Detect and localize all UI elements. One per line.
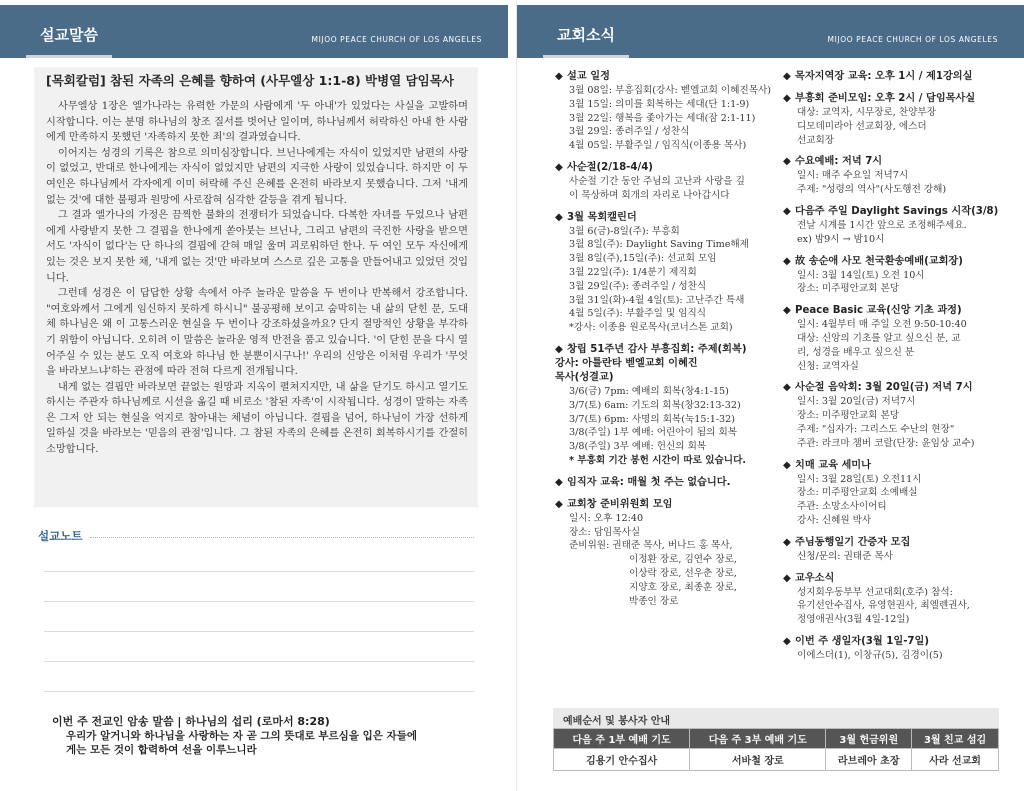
diamond-bullet-icon: ◆ [783, 156, 791, 168]
diamond-bullet-icon: ◆ [783, 255, 791, 267]
news-item-line: 3/8(주일) 1부 예배: 어린아이 됨의 회복 [569, 427, 737, 439]
news-item [783, 304, 999, 373]
news-item-line: 주관: 소망소사이어티 [797, 501, 887, 513]
sermon-tab: 설교말씀 [26, 12, 112, 58]
news-item-heading [783, 635, 999, 649]
news-item [783, 635, 999, 663]
news-item-heading [555, 211, 780, 225]
news-item-line: 3월 8일(주): Daylight Saving Time해제 [569, 239, 749, 251]
news-item-line: 3/8(주일) 3부 예배: 헌신의 회복 [569, 441, 707, 453]
sermon-body [46, 99, 468, 458]
news-item-line: 이에스더(1), 이창규(5), 김경이(5) [797, 649, 943, 661]
schedule-header: 다음 주 1부 예배 기도 [554, 729, 690, 749]
diamond-bullet-icon: ◆ [783, 635, 791, 647]
news-item-line: 주제: "십자가: 그리스도 수난의 현장" [797, 423, 955, 435]
note-line [44, 601, 474, 602]
news-item [783, 255, 999, 297]
diamond-bullet-icon: ◆ [783, 305, 791, 317]
memory-verse-line: 우리가 알거니와 하나님을 사랑하는 자 곧 그의 뜻대로 부르심을 입은 자들에 [66, 730, 417, 742]
news-item [555, 343, 780, 468]
diamond-bullet-icon: ◆ [555, 71, 563, 82]
sermon-page [0, 0, 508, 791]
news-item [783, 459, 999, 528]
news-item-line: 신청: 교역자실 [797, 360, 859, 372]
note-line [44, 631, 474, 632]
schedule-cell: 김용기 안수집사 [554, 749, 690, 771]
news-column-left [555, 70, 780, 616]
news-item-line: 지양호 장로, 최종훈 장로, [629, 581, 737, 593]
news-item-line: 선교회장 [797, 134, 835, 146]
sermon-paragraph: 사무엘상 1장은 엘가나라는 유력한 가문의 사람에게 '두 아내'가 있었다는 사실을 고발하며 시작합니다. 이는 분명 하나님의 창조 질서를 벗어난 일이며, 하나님께서 허락하신 아내 한 사람에게 만족하지 못했던 '자족하지 못한 죄'의 결과였습니다. [46, 101, 468, 144]
news-item-line: 사순절 기간 동안 주님의 고난과 사랑을 깊 [569, 175, 745, 187]
news-item-title: 치매 교육 세미나 [795, 459, 871, 471]
news-item-line: 3월 8일(주),15일(주): 선교회 모임 [569, 253, 717, 265]
news-item [783, 92, 999, 147]
news-item-line: 주제: "성령의 역사"(사도행전 강해) [797, 184, 947, 196]
sermon-title: [목회칼럼] 참된 자족의 은혜를 향하여 (사무엘상 1:1-8) 박병열 담임목사 [46, 73, 454, 88]
church-name: MIJOO PEACE CHURCH OF LOS ANGELES [827, 35, 998, 44]
notes-title: 설교노트 [38, 529, 83, 543]
news-item-heading [783, 572, 999, 586]
sermon-header [0, 5, 508, 58]
sermon-paragraph: 내게 없는 결핍만 바라보면 끝없는 원망과 지옥이 펼쳐지지만, 내 삶을 닫기도 하시고 열기도 하시는 주관자 하나님께로 시선을 옮길 때 비로소 '참된 자족'이 시작됩니다. 성경이 말하는 자족은 그저 안 되는 현실을 억지로 참아내는 체념이 아닙니다. 결핍을 넘어, 하나님이 가장 선하게 일하실 것을 바라보는 '믿음의 관점'입니다. 그 참된 자족의 은혜를 온전히 회복하시기를 간절히 소망합니다. [46, 381, 468, 456]
news-item-heading [555, 343, 780, 357]
schedule-header: 3월 헌금위원 [826, 729, 912, 749]
news-item-line: 3월 22일: 행복을 좇아가는 세대(잠 2:1-11) [569, 112, 756, 124]
sermon-column [34, 67, 478, 507]
notes-divider [90, 537, 474, 538]
news-item-line: 대상: 교역자, 시무장로, 찬양부장 [797, 107, 936, 118]
news-item-line: 장소: 담임목사실 [569, 526, 641, 538]
memory-verse-line: 게는 모든 것이 합력하여 선을 이루느니라 [66, 744, 257, 756]
news-item-heading [555, 70, 780, 84]
schedule-table [553, 728, 999, 771]
news-item-heading [783, 155, 999, 169]
schedule-cell: 라브레아 초장 [826, 749, 912, 771]
news-item-line: 이정환 장로, 김연수 장로, [629, 554, 737, 566]
news-item-title: 임직자 교육: 매월 첫 주는 없습니다. [567, 476, 731, 488]
schedule-cell: 사라 선교회 [912, 749, 999, 771]
news-item-line: 장소: 미주평안교회 본당 [797, 410, 900, 422]
news-item-line: 일시: 4월부터 매 주일 오전 9:50-10:40 [797, 319, 967, 331]
diamond-bullet-icon: ◆ [783, 205, 791, 217]
news-item [555, 161, 780, 203]
news-item-line: 일시: 오후 12:40 [569, 512, 644, 524]
note-line [44, 661, 474, 662]
schedule-header: 3월 친교 섬김 [912, 729, 999, 749]
news-item-heading [783, 304, 999, 318]
news-item-line: 디모데미라아 선교회장, 에스더 [797, 120, 927, 132]
news-item-line: *강사: 이종용 원로목사(코너스톤 교회) [569, 322, 733, 334]
news-item-line: 3월 31일(화)-4월 4일(토): 고난주간 특새 [569, 294, 745, 306]
news-item-line: 3/7(토) 6pm: 사명의 회복(눅15:1-32) [569, 413, 736, 425]
news-item-line: 이 묵상하며 회개의 자리로 나아갑시다 [569, 189, 730, 201]
news-tab: 교회소식 [543, 12, 629, 58]
news-item-line: 유기선안수집사, 유영현권사, 최엘렌권사, [797, 600, 970, 612]
news-item-title: 주님동행일기 간증자 모집 [795, 536, 911, 548]
news-item-heading [783, 205, 999, 219]
news-item-heading [783, 381, 999, 395]
sermon-paragraph: 그런데 성경은 이 답답한 상황 속에서 아주 놀라운 말씀을 두 번이나 반복해서 강조합니다. "여호와께서 그에게 임신하지 못하게 하시니" 불공평해 보이고 숨막히는 내 삶의 닫힌 문, 도대체 하나님은 왜 이 고통스러운 현실을 두 번이나 강조하셨을까요? 단지 절망적인 상황을 부각하기 위함이 아닙니다. 오히려 이 말씀은 놀라운 영적 반전을 품고 있습니다. '이 닫힌 문을 다시 열어주실 수 있는 분도 오직 여호와 하나님 한 분뿐이시구나!' 우리의 신앙은 이처럼 우리가 '무엇을 바라보느냐'하는 관점에 따라 전혀 다르게 전개됩니다. [46, 288, 468, 378]
news-item-line: 대상: 신앙의 기초를 알고 싶으신 분, 교 [797, 332, 961, 344]
news-item-line: 정영애권사(3월 4일-12일) [797, 614, 910, 626]
news-item-line: 3월 08일: 부흥집회(강사: 벧엘교회 이혜진목사) [569, 85, 772, 96]
diamond-bullet-icon: ◆ [555, 498, 563, 510]
news-item [783, 205, 999, 247]
news-item [783, 572, 999, 627]
diamond-bullet-icon: ◆ [555, 161, 563, 173]
diamond-bullet-icon: ◆ [783, 382, 791, 394]
news-item-heading [783, 92, 999, 106]
news-item-line: 4월 05일: 부활주일 / 임직식(이종용 목사) [569, 140, 747, 152]
news-item-line: 3월 29일(주): 종려주일 / 성찬식 [569, 280, 707, 292]
news-item-line: 4월 5일(주): 부활주일 및 임직식 [569, 308, 707, 320]
news-page [516, 0, 1024, 791]
news-item-line: 신청/문의: 권태준 목사 [797, 550, 893, 562]
memory-verse-heading: 이번 주 전교인 암송 말씀 | 하나님의 섭리 (로마서 8:28) [52, 715, 330, 728]
news-item-title: 다음주 주일 Daylight Savings 시작(3/8) [795, 205, 999, 217]
news-item-line: 3월 29일: 종려주일 / 성찬식 [569, 126, 690, 138]
news-item-title: 이번 주 생일자(3월 1일-7일) [795, 635, 930, 647]
news-item-heading [555, 161, 780, 175]
news-item-line: 일시: 3월 14일(토) 오전 10시 [797, 269, 925, 281]
news-item [555, 498, 780, 609]
sermon-paragraph: 이어지는 성경의 기록은 참으로 의미심장합니다. 브닌나에게는 자식이 있었지만 남편의 사랑이 없었고, 반대로 한나에게는 자식이 없었지만 남편의 지극한 사랑이 있었습니다. 하지만 이 두 여인은 하나님께서 각자에게 이미 허락해 주신 은혜를 온전히 바라보지 못했습니다. 그저 '내게 없는 것'에 대한 불평과 원망에 사로잡혀 심각한 갈등을 겪게 됩니다. [46, 147, 468, 206]
diamond-bullet-icon: ◆ [783, 71, 791, 82]
news-item [783, 536, 999, 564]
news-item-note: * 부흥회 기간 봉헌 시간이 따로 있습니다. [569, 454, 746, 466]
news-item [783, 381, 999, 450]
news-item-title: 사순절 음악회: 3월 20일(금) 저녁 7시 [795, 382, 973, 394]
news-item-line: 일시: 매주 수요일 저녁7시 [797, 170, 909, 182]
news-item-title: 수요예배: 저녁 7시 [795, 156, 883, 168]
news-item-title: 교회창 준비위원회 모임 [567, 498, 673, 510]
news-item [555, 211, 780, 335]
news-item-line: 전날 시계를 1시간 앞으로 조정해주세요. [797, 219, 967, 231]
news-item-title: 목자지역장 교육: 오후 1시 / 제1강의실 [795, 71, 973, 82]
news-item-line: 이상락 장로, 선우춘 장로, [629, 567, 737, 579]
diamond-bullet-icon: ◆ [783, 459, 791, 471]
news-item-line: 강사: 신혜원 박사 [797, 514, 872, 526]
news-header [517, 5, 1024, 58]
news-item-title: 부흥회 준비모임: 오후 2시 / 담임목사실 [795, 93, 976, 104]
diamond-bullet-icon: ◆ [783, 536, 791, 548]
news-item-line: 준비위원: 권태준 목사, 버나드 홍 목사, [569, 540, 733, 552]
news-column-right [783, 70, 999, 671]
news-item-line: 3월 15일: 의미를 회복하는 세대(단 1:1-9) [569, 98, 750, 110]
note-line [44, 691, 474, 692]
diamond-bullet-icon: ◆ [783, 572, 791, 584]
news-item-line: 3월 6(금)-8일(주): 부흥회 [569, 225, 680, 237]
sermon-paragraph: 그 결과 엘가나의 가정은 끔찍한 불화의 전쟁터가 되었습니다. 다복한 자녀를 두었으나 남편에게 사랑받지 못한 그 결핍을 한나에게 쏟아붓는 브닌나, 그리고 남편의 극진한 사랑을 받으면서도 '자식이 없다'는 단 하나의 결핍에 갇혀 매일 울며 괴로워하던 한나. 두 여인 모두 자신에게 있는 것은 보지 못한 채, '내게 없는 것'만 바라보며 스스로 깊은 고통을 만들어내고 있었던 것입니다. [46, 210, 468, 284]
news-item-line: 장소: 미주평안교회 소예배실 [797, 487, 918, 499]
news-item-line: 일시: 3월 20일(금) 저녁7시 [797, 396, 916, 408]
news-item [783, 70, 999, 84]
diamond-bullet-icon: ◆ [555, 211, 563, 223]
news-item-heading [783, 70, 999, 84]
news-item-title: 3월 목회캘린더 [567, 211, 637, 223]
news-item-heading [555, 498, 780, 512]
news-item-line: 3/7(토) 6am: 기도의 회복(창32:13-32) [569, 399, 741, 411]
news-item-subheading: 목사(성결교) [555, 371, 614, 383]
news-item-heading [783, 459, 999, 473]
memory-verse-block [52, 715, 472, 757]
news-item-heading [555, 476, 780, 490]
news-item-subheading: 강사: 아틀란타 벧엘교회 이혜진 [555, 357, 698, 369]
news-item-line: 성지회우동부부 선교대회(호주) 참석: [797, 586, 953, 598]
news-item-title: 사순절(2/18-4/4) [567, 161, 653, 173]
news-item-line: 일시: 3월 28일(토) 오전11시 [797, 473, 922, 485]
diamond-bullet-icon: ◆ [555, 343, 563, 355]
news-item-line: 주관: 라크마 챔버 코랄(단장: 윤임상 교수) [797, 437, 975, 449]
note-line [44, 571, 474, 572]
news-item [783, 155, 999, 197]
news-item-line: 리, 성경을 배우고 싶으신 분 [797, 346, 915, 358]
church-name: MIJOO PEACE CHURCH OF LOS ANGELES [311, 35, 482, 44]
news-item-line: 3/6(금) 7pm: 예배의 회복(창4:1-15) [569, 385, 729, 397]
diamond-bullet-icon: ◆ [555, 476, 563, 488]
schedule-cell: 서바철 장로 [690, 749, 826, 771]
news-item-heading [783, 255, 999, 269]
diamond-bullet-icon: ◆ [783, 93, 791, 104]
news-item-line: 3월 22일(주): 1/4분기 제직회 [569, 266, 697, 278]
news-item-title: 교우소식 [795, 572, 835, 584]
news-item-line: 장소: 미주평안교회 본당 [797, 283, 900, 295]
schedule-header: 다음 주 3부 예배 기도 [690, 729, 826, 749]
news-item-title: Peace Basic 교육(신앙 기초 과정) [795, 305, 962, 317]
schedule-title: 예배순서 및 봉사자 안내 [553, 708, 999, 728]
news-item-title: 창립 51주년 감사 부흥집회: 주제(회복) [567, 343, 747, 355]
news-item-title: 故 송순애 사모 천국환송예배(교회장) [795, 255, 963, 267]
news-item [555, 70, 780, 153]
news-item [555, 476, 780, 490]
news-item-line: 박종인 장로 [629, 595, 679, 607]
news-item-title: 설교 일정 [567, 71, 610, 82]
service-schedule [553, 708, 999, 771]
news-item-line: ex) 밤9시 → 밤10시 [797, 233, 885, 245]
news-item-heading [783, 536, 999, 550]
